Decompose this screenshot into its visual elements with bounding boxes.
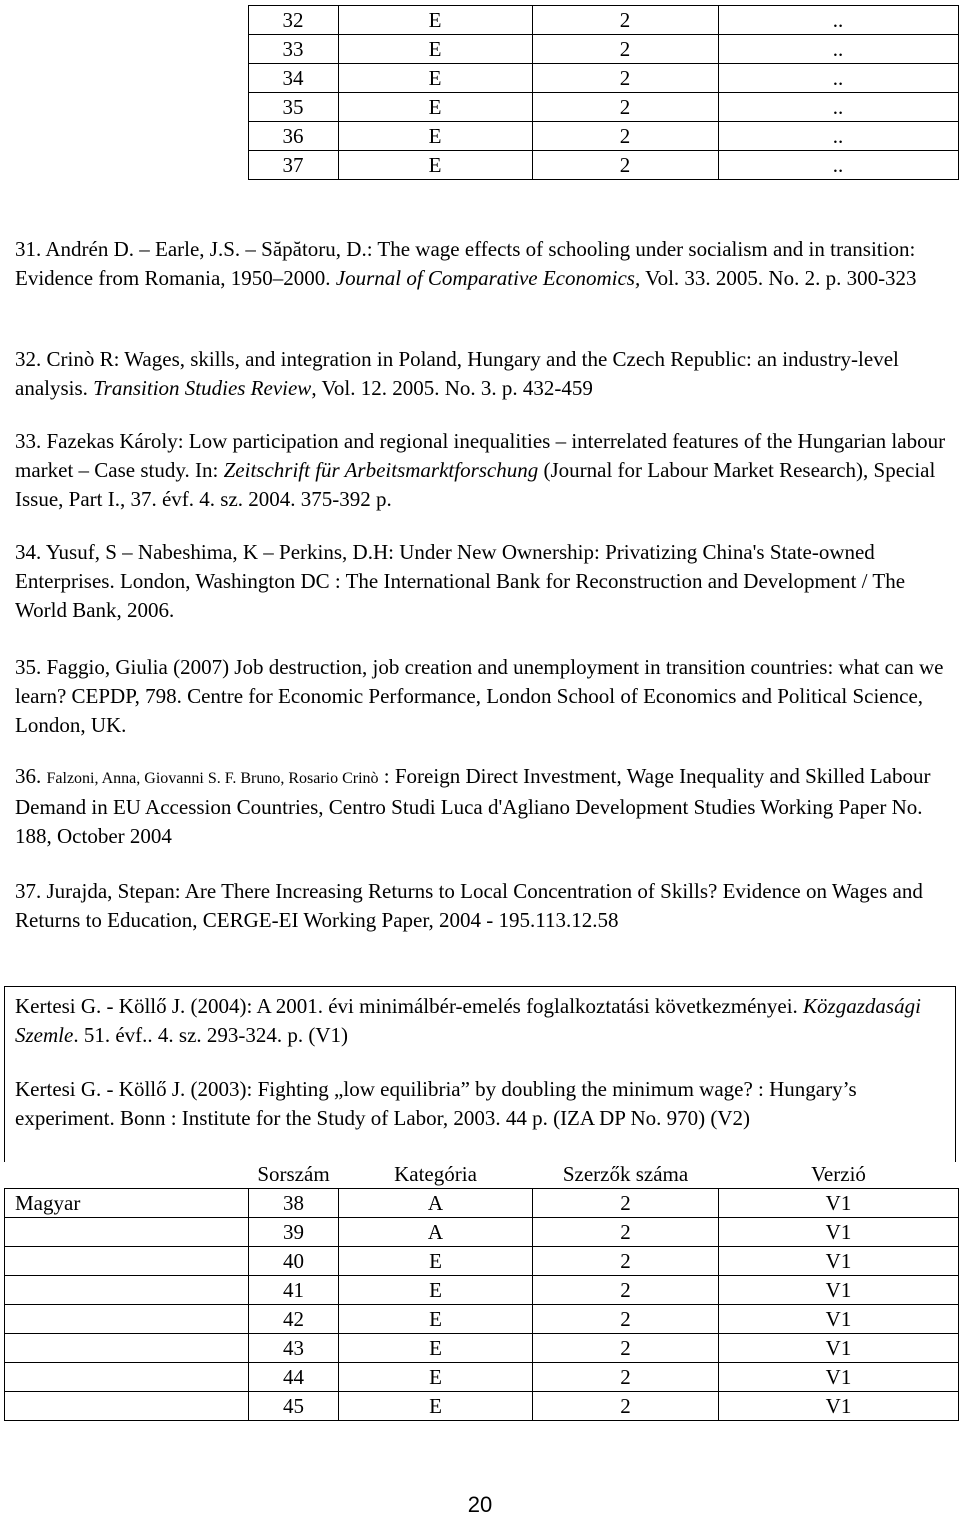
bottom-table-cell: 2 (533, 1334, 719, 1363)
bottom-table-header-cell: Verzió (719, 1160, 959, 1189)
bottom-table-row (5, 1247, 959, 1276)
top-table-cell: 37 (248, 151, 338, 180)
top-table-cell: 35 (248, 93, 338, 122)
reference-31-journal: Journal of Comparative Economics, (335, 266, 641, 290)
top-table-cell: .. (718, 64, 958, 93)
top-table-cell: 2 (532, 151, 718, 180)
reference-32: 32. Crinò R: Wages, skills, and integration in Poland, Hungary and the Czech Republic: an industry-level analysis. Transition Studies Review, Vol. 12. 2005. No. 3. p. 432-459 (15, 347, 899, 400)
top-table-cell: E (338, 93, 532, 122)
bottom-table-row (5, 1392, 959, 1421)
top-table-cell: E (338, 151, 532, 180)
bottom-table-cell: V1 (719, 1305, 959, 1334)
bottom-table-cell: 42 (249, 1305, 339, 1334)
reference-36-authors: Falzoni, Anna, Giovanni S. F. Bruno, Rosario Crinò (46, 770, 379, 787)
top-table-row (4, 93, 958, 122)
reference-37: 37. Jurajda, Stepan: Are There Increasing Returns to Local Concentration of Skills? Evidence on Wages and Returns to Education, CERGE-EI Working Paper, 2004 - 195.113.12.58 (15, 879, 923, 932)
top-table-cell (4, 151, 248, 180)
top-table-row (4, 64, 958, 93)
top-table-cell: 34 (248, 64, 338, 93)
bottom-table-row (5, 1218, 959, 1247)
bottom-table-cell (5, 1334, 249, 1363)
bottom-table-cell: 2 (533, 1189, 719, 1218)
reference-33: 33. Fazekas Károly: Low participation and regional inequalities – interrelated features of the Hungarian labour market – Case study. In: Zeitschrift für Arbeitsmarktforschung (Journal for Labour Market Research), Special Issue, Part I., 37. évf. 4. sz. 2004. 375-392 p. (15, 429, 946, 511)
top-table-row (4, 122, 958, 151)
top-table-cell: E (338, 64, 532, 93)
top-table-cell (4, 64, 248, 93)
bottom-table-cell: V1 (719, 1334, 959, 1363)
bottom-table-cell: 38 (249, 1189, 339, 1218)
bottom-table-header-cell: Sorszám (249, 1160, 339, 1189)
bottom-table-header-cell (5, 1160, 249, 1189)
top-table-cell: 2 (532, 35, 718, 64)
bottom-table-row (5, 1189, 959, 1218)
kertesi-2004-reference: Kertesi G. - Köllő J. (2004): A 2001. évi minimálbér-emelés foglalkoztatási következményei. Közgazdasági Szemle. 51. évf.. 4. sz. 293-324. p. (V1) (15, 994, 921, 1047)
bottom-table-cell: E (339, 1392, 533, 1421)
top-table-cell: 2 (532, 122, 718, 151)
bottom-table-row (5, 1363, 959, 1392)
bottom-table-cell: 2 (533, 1218, 719, 1247)
top-table (4, 5, 959, 180)
top-table-cell: .. (718, 93, 958, 122)
top-table-cell: .. (718, 6, 958, 35)
bottom-table-cell (5, 1305, 249, 1334)
bottom-table-cell: Magyar (5, 1189, 249, 1218)
bottom-table-row (5, 1334, 959, 1363)
bottom-table-cell: E (339, 1276, 533, 1305)
bottom-table-cell (5, 1392, 249, 1421)
bottom-table-cell: 2 (533, 1247, 719, 1276)
bottom-table-row (5, 1276, 959, 1305)
top-table-cell (4, 122, 248, 151)
top-table-cell: 2 (532, 93, 718, 122)
top-table-cell: .. (718, 35, 958, 64)
kertesi-reference-box (4, 986, 956, 1162)
kertesi-2004-journal: Közgazdasági Szemle (15, 994, 921, 1047)
bottom-table-cell: E (339, 1305, 533, 1334)
top-table-cell (4, 35, 248, 64)
reference-34: 34. Yusuf, S – Nabeshima, K – Perkins, D.H: Under New Ownership: Privatizing China's State-owned Enterprises. London, Washington DC : The International Bank for Reconstruction and Development / The World Bank, 2006. (15, 540, 906, 622)
bottom-table-header-cell: Kategória (339, 1160, 533, 1189)
bottom-table-row (5, 1305, 959, 1334)
reference-31: 31. Andrén D. – Earle, J.S. – Săpătoru, D.: The wage effects of schooling under socialism and in transition: Evidence from Romania, 1950–2000. Journal of Comparative Economics, Vol. 33. 2005. No. 2. p. 300-323 (15, 237, 917, 290)
page-number: 20 (467, 1492, 493, 1517)
top-table-cell: E (338, 6, 532, 35)
top-table-cell: .. (718, 122, 958, 151)
reference-36: 36. Falzoni, Anna, Giovanni S. F. Bruno, Rosario Crinò : Foreign Direct Investment, Wage Inequality and Skilled Labour Demand in EU Accession Countries, Centro Studi Luca d'Agliano Development Studies Working Paper No. 188, October 2004 (15, 764, 931, 848)
bottom-table-cell: 2 (533, 1392, 719, 1421)
top-table-cell: 32 (248, 6, 338, 35)
bottom-table-cell: 2 (533, 1305, 719, 1334)
bottom-table-header-row (5, 1160, 959, 1189)
bottom-table-cell: A (339, 1189, 533, 1218)
bottom-table-header-cell: Szerzők száma (533, 1160, 719, 1189)
kertesi-2003-reference: Kertesi G. - Köllő J. (2003): Fighting „low equilibria” by doubling the minimum wage? : Hungary’s experiment. Bonn : Institute for the Study of Labor, 2003. 44 p. (IZA DP No. 970) (V2) (15, 1077, 857, 1130)
bottom-table-cell (5, 1247, 249, 1276)
top-table-cell: 36 (248, 122, 338, 151)
top-table-row (4, 35, 958, 64)
bottom-table-cell: 43 (249, 1334, 339, 1363)
bottom-table-cell: V1 (719, 1392, 959, 1421)
bottom-table-cell: E (339, 1334, 533, 1363)
reference-35: 35. Faggio, Giulia (2007) Job destruction, job creation and unemployment in transition countries: what can we learn? CEPDP, 798. Centre for Economic Performance, London School of Economics and Political Science, London, UK. (15, 655, 944, 737)
bottom-table-cell: A (339, 1218, 533, 1247)
bottom-table-cell: E (339, 1247, 533, 1276)
bottom-table-cell (5, 1276, 249, 1305)
reference-32-journal: Transition Studies Review (93, 376, 312, 400)
bottom-table-cell: 45 (249, 1392, 339, 1421)
top-table-cell: 2 (532, 64, 718, 93)
top-table-cell: 2 (532, 6, 718, 35)
reference-33-journal: Zeitschrift für Arbeitsmarktforschung (223, 458, 539, 482)
top-table-row (4, 151, 958, 180)
bottom-table-cell: V1 (719, 1276, 959, 1305)
bottom-table-cell: 40 (249, 1247, 339, 1276)
top-table-row (4, 6, 958, 35)
bottom-table-cell: V1 (719, 1247, 959, 1276)
top-table-cell: .. (718, 151, 958, 180)
bottom-table-cell: 2 (533, 1363, 719, 1392)
top-table-cell: E (338, 35, 532, 64)
bottom-table-cell: V1 (719, 1189, 959, 1218)
bottom-table-cell: E (339, 1363, 533, 1392)
bottom-table-cell (5, 1218, 249, 1247)
top-table-cell: E (338, 122, 532, 151)
top-table-cell (4, 93, 248, 122)
top-table-cell: 33 (248, 35, 338, 64)
bottom-table (4, 1160, 959, 1421)
bottom-table-cell: V1 (719, 1363, 959, 1392)
bottom-table-cell: V1 (719, 1218, 959, 1247)
bottom-table-cell (5, 1363, 249, 1392)
bottom-table-cell: 2 (533, 1276, 719, 1305)
bottom-table-cell: 44 (249, 1363, 339, 1392)
bottom-table-cell: 39 (249, 1218, 339, 1247)
top-table-cell (4, 6, 248, 35)
bottom-table-cell: 41 (249, 1276, 339, 1305)
